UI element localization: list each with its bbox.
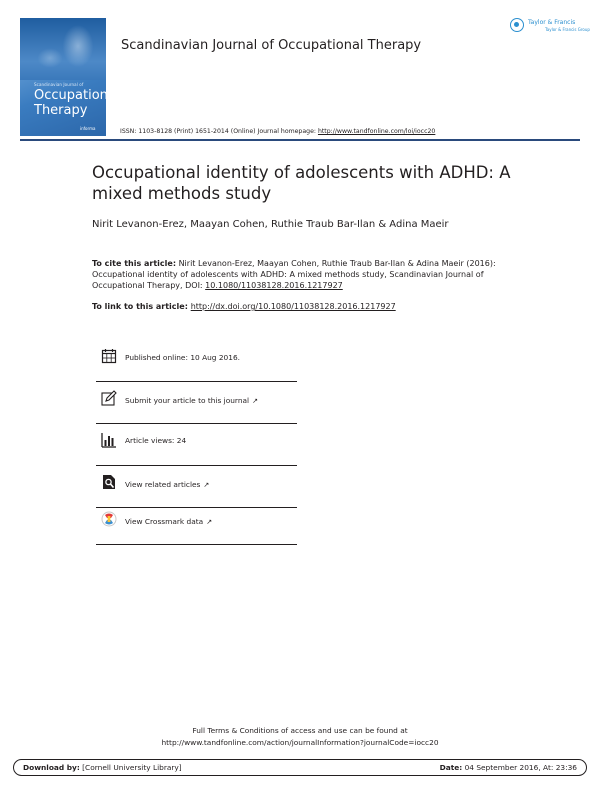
publisher-logo[interactable]	[510, 17, 590, 37]
submit-article-label: Submit your article to this journal	[125, 396, 250, 405]
header-divider	[20, 139, 580, 141]
downloaded-by-value: [Cornell University Library]	[79, 763, 182, 772]
article-doi-url[interactable]: http://dx.doi.org/10.1080/11038128.2016.1217927	[190, 302, 396, 311]
citation-block	[92, 258, 532, 291]
submit-article-link[interactable]	[125, 396, 258, 405]
journal-title[interactable]: Scandinavian Journal of Occupational Therapy	[121, 38, 422, 53]
link-label: To link to this article:	[92, 302, 191, 311]
related-articles-label: View related articles	[125, 480, 201, 489]
citation-label: To cite this article:	[92, 259, 177, 268]
cover-title-word1: Occupational	[34, 88, 120, 103]
crossmark-link[interactable]	[125, 517, 212, 526]
download-date	[440, 763, 577, 772]
published-online-row	[96, 340, 297, 382]
cover-photo	[20, 18, 106, 80]
article-authors: Nirit Levanon-Erez, Maayan Cohen, Ruthie Traub Bar-Ilan & Adina Maeir	[92, 219, 449, 230]
terms-line: Full Terms & Conditions of access and use can be found at	[192, 726, 408, 735]
calendar-icon	[101, 348, 117, 364]
journal-cover	[20, 18, 120, 136]
related-articles-row[interactable]	[96, 466, 297, 508]
publisher-logo-group: Taylor & Francis Group	[545, 27, 590, 32]
downloaded-by-label: Download by:	[23, 763, 80, 772]
crossmark-icon	[101, 511, 117, 527]
download-date-label: Date:	[439, 763, 463, 772]
published-online-label: Published online: 10 Aug 2016.	[125, 353, 241, 362]
citation-text: Nirit Levanon-Erez, Maayan Cohen, Ruthie Traub Bar-Ilan & Adina Maeir (2016): Occupational identity of adolescents with ADHD: A mixed methods study, Scandinavian Journal of Occupational Therapy, DOI:	[92, 259, 496, 290]
article-views-row	[96, 424, 297, 466]
pencil-icon	[101, 390, 117, 406]
submit-article-row[interactable]	[96, 382, 297, 424]
download-info-bar	[13, 759, 587, 776]
external-link-icon: ↗	[206, 518, 213, 526]
journal-homepage-link[interactable]: http://www.tandfonline.com/loi/iocc20	[317, 128, 436, 135]
downloaded-by	[23, 763, 182, 772]
cover-publisher: informa	[80, 126, 96, 131]
citation-doi-link[interactable]: 10.1080/11038128.2016.1217927	[205, 281, 343, 290]
cover-journal-small: Scandinavian Journal of	[34, 82, 84, 87]
related-articles-link[interactable]	[125, 480, 209, 489]
external-link-icon: ↗	[203, 481, 210, 489]
publisher-logo-icon	[510, 18, 524, 32]
article-title: Occupational identity of adolescents with ADHD: A mixed methods study	[92, 163, 511, 203]
bar-chart-icon	[101, 432, 117, 448]
download-date-value: 04 September 2016, At: 23:36	[462, 763, 577, 772]
crossmark-label: View Crossmark data	[125, 517, 204, 526]
publisher-logo-name: Taylor & Francis	[528, 19, 576, 26]
article-views-label: Article views: 24	[125, 436, 187, 445]
issn-text: ISSN: 1103-8128 (Print) 1651-2014 (Online) Journal homepage:	[120, 128, 318, 135]
external-link-icon: ↗	[252, 397, 258, 405]
crossmark-row[interactable]	[96, 503, 297, 545]
cover-title-word2: Therapy	[34, 103, 88, 118]
terms-url[interactable]: http://www.tandfonline.com/action/journalInformation?journalCode=iocc20	[161, 738, 439, 747]
article-link-line	[92, 302, 396, 311]
magnifier-icon	[101, 474, 117, 490]
issn-line	[120, 128, 435, 135]
